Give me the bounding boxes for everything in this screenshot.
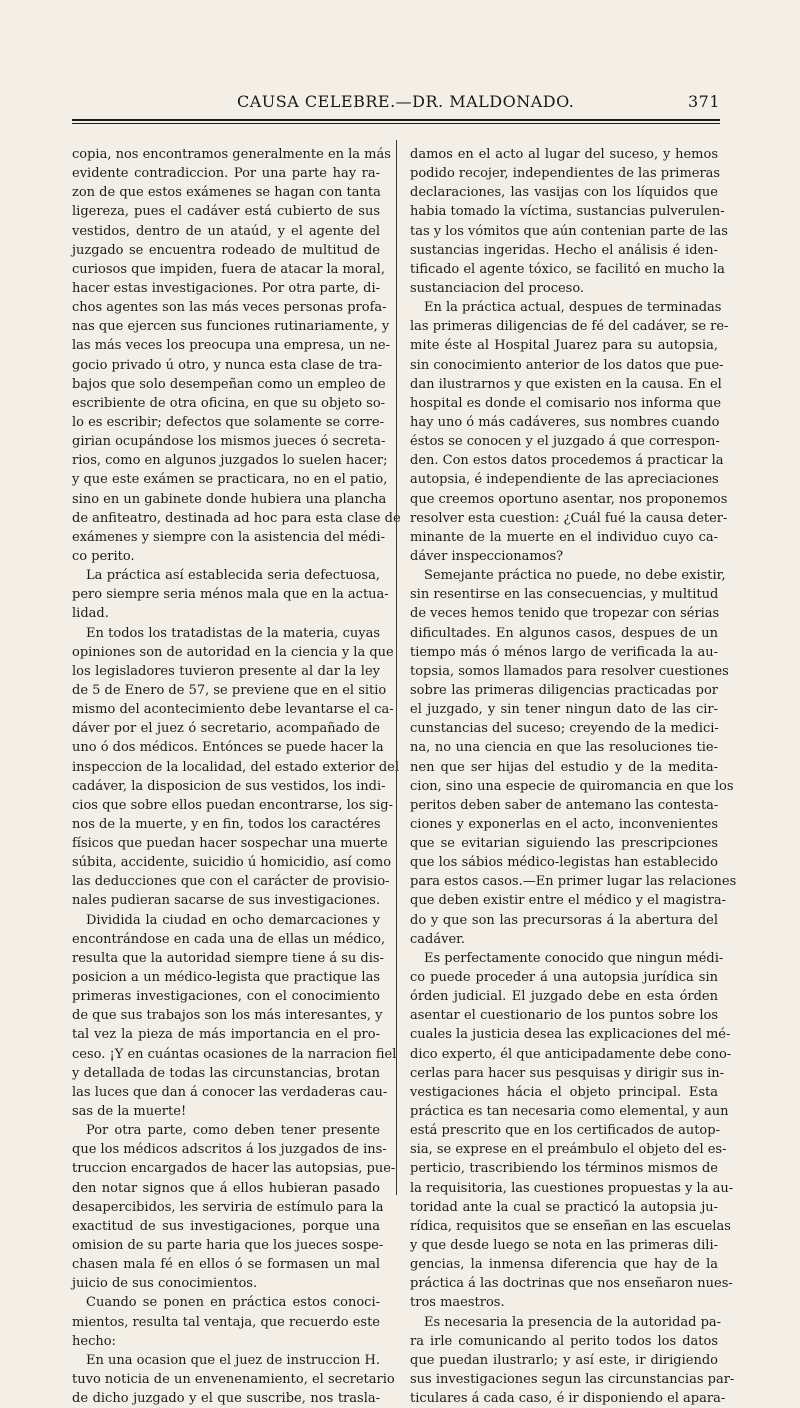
text-line: Cuando se ponen en práctica estos conoci- [86,1295,380,1311]
text-line: sobre las primeras diligencias practicadas por [410,682,718,698]
text-line: cerlas para hacer sus pesquisas y dirigir sus in- [410,1065,725,1081]
text-line: juzgado se encuentra rodeado de multitud de [72,242,380,258]
text-line: evidente contradiccion. Por una parte hay ra- [72,166,380,182]
text-line: Por otra parte, como deben tener presente [86,1123,380,1139]
text-line: pero siempre seria ménos mala que en la actua- [72,587,389,603]
text-line: que creemos oportuno asentar, nos proponemos [410,491,728,507]
text-line: que los médicos adscritos á los juzgados de ins- [72,1142,387,1158]
text-line: dico experto, él que anticipadamente debe cono- [410,1046,732,1062]
text-line: está prescrito que en los certificados de autop- [410,1123,720,1139]
text-line: para estos casos.—En primer lugar las relaciones [410,874,737,890]
text-line: y que desde luego se nota en las primeras dili- [410,1238,718,1254]
text-line: La práctica así establecida seria defectuosa, [86,568,380,584]
text-line: dan ilustrarnos y que existen en la causa. En el [410,376,722,392]
running-title: CAUSA CELEBRE.—DR. MALDONADO. [237,92,575,111]
text-line: escribiente de otra oficina, en que su objeto so- [72,395,386,411]
text-line: tros maestros. [410,1295,505,1311]
text-line: súbita, accidente, suicidio ú homicidio, así como [72,855,392,871]
text-line: nales pudieran sacarse de sus investigaciones. [72,893,381,909]
text-line: chos agentes son las más veces personas profa- [72,300,387,316]
text-line: ticulares á cada caso, é ir disponiendo el apara- [410,1391,726,1407]
left-column [72,145,401,1407]
text-line: sin resentirse en las consecuencias, y multitud [410,587,719,603]
header-rule-thin [72,123,720,124]
text-line: exactitud de sus investigaciones, porque una [72,1218,380,1234]
text-line: nos de la muerte, y en fin, todos los caractéres [72,816,381,832]
text-line: las primeras diligencias de fé del cadáver, se re- [410,319,729,335]
page-header [72,90,720,116]
text-line: curiosos que impiden, fuera de atacar la moral, [72,261,385,277]
text-line: nas que ejercen sus funciones rutinariamente, y [72,319,390,335]
text-line: práctica á las doctrinas que nos enseñaron nues- [410,1276,733,1292]
text-line: asentar el cuestionario de los puntos sobre los [410,1008,718,1024]
text-line: habia tomado la víctima, sustancias pulverulen- [410,204,725,220]
text-line: do y que son las precursoras á la abertura del [410,912,718,928]
text-line: peritos deben saber de antemano las contesta- [410,797,719,813]
text-line: el juzgado, y sin tener ningun dato de las cir- [410,702,718,718]
text-line: En todos los tratadistas de la materia, cuyas [86,625,380,641]
text-line: los legisladores tuvieron presente al dar la ley [72,663,380,679]
text-line: cadáver. [410,931,466,947]
text-line: cadáver, la disposicion de sus vestidos, los indi- [72,778,386,794]
text-line: de veces hemos tenido que tropezar con sérias [410,606,720,622]
text-line: la requisitoria, las cuestiones propuestas y la au- [410,1180,734,1196]
text-line: sia, se exprese en el preámbulo el objeto del es- [410,1142,727,1158]
text-line: y que este exámen se practicara, no en el patio, [72,472,388,488]
text-line: cios que sobre ellos puedan encontrarse, los sig- [72,797,393,813]
text-line: sin conocimiento anterior de los datos que pue- [410,357,724,373]
text-line: vestidos, dentro de un ataúd, y el agente del [72,223,380,239]
text-line: autopsia, é independiente de las apreciaciones [410,472,719,488]
text-line: juicio de sus conocimientos. [72,1276,258,1292]
text-line: minante de la muerte en el individuo cuyo ca- [410,529,718,545]
text-line: las deducciones que con el carácter de provisio- [72,874,390,890]
header-rule [72,119,720,121]
text-line: que los sábios médico-legistas han establecido [410,855,718,871]
text-line: declaraciones, las vasijas con los líquidos que [410,185,718,201]
text-line: encontrándose en cada una de ellas un médico, [72,931,386,947]
text-line: exámenes y siempre con la asistencia del médi- [72,529,386,545]
text-line: ra irle comunicando al perito todos los datos [410,1333,718,1349]
text-line: tuvo noticia de un envenenamiento, el secretario [72,1372,395,1387]
right-column [410,145,737,1407]
text-line: ligereza, pues el cadáver está cubierto de sus [72,204,380,220]
text-line: toridad ante la cual se practicó la autopsia ju- [410,1199,718,1215]
text-line: ceso. ¡Y en cuántas ocasiones de la narracion fiel [72,1046,397,1062]
text-line: mientos, resulta tal ventaja, que recuerdo este [72,1314,381,1330]
text-line: Semejante práctica no puede, no debe existir, [424,568,726,584]
text-line: mite éste al Hospital Juarez para su autopsia, [410,338,718,354]
text-line: copia, nos encontramos generalmente en la más [72,147,391,162]
text-line: cunstancias del suceso; creyendo de la medici- [410,721,719,737]
text-line: Dividida la ciudad en ocho demarcaciones y [86,912,380,928]
text-line: hacer estas investigaciones. Por otra parte, di- [72,280,380,296]
text-line: En la práctica actual, despues de terminadas [424,300,722,316]
text-line: y detallada de todas las circunstancias, brotan [72,1065,380,1081]
text-line: topsia, somos llamados para resolver cuestiones [410,663,729,679]
text-line: que puedan ilustrarlo; y así este, ir dirigiendo [410,1352,718,1368]
text-line: hecho: [72,1333,116,1349]
text-line: co puede proceder á una autopsia jurídica sin [410,970,718,986]
text-line: sus investigaciones segun las circunstancias par- [410,1372,735,1387]
text-line: tal vez la pieza de más importancia en el pro- [72,1027,380,1043]
text-line: sustancias ingeridas. Hecho el análisis é iden- [410,242,718,258]
text-line: las luces que dan á conocer las verdaderas cau- [72,1084,388,1100]
text-line: opiniones son de autoridad en la ciencia y la que [72,644,394,660]
text-line: zon de que estos exámenes se hagan con tanta [72,185,381,201]
text-line: den. Con estos datos procedemos á practicar la [410,453,724,469]
text-line: de que sus trabajos son los más interesantes, y [72,1008,383,1024]
text-line: dificultades. En algunos casos, despues de un [410,625,718,641]
text-line: órden judicial. El juzgado debe en esta órden [410,989,718,1005]
text-line: na, no una ciencia en que las resoluciones tie- [410,740,718,756]
text-line: físicos que puedan hacer sospechar una muerte [72,836,388,852]
text-line: Es perfectamente conocido que ningun médi- [424,950,724,966]
text-line: nen que ser hijas del estudio y de la medita- [410,759,718,775]
text-line: sustanciacion del proceso. [410,280,585,296]
text-line: primeras investigaciones, con el conocimiento [72,989,380,1005]
text-line: dáver por el juez ó secretario, acompañado de [72,721,380,737]
text-line: tas y los vómitos que aún contenian parte de las [410,223,728,239]
text-line: podido recojer, independientes de las primeras [410,166,721,182]
text-line: bajos que solo desempeñan como un empleo de [72,376,386,392]
text-line: perticio, trascribiendo los términos mismos de [410,1161,718,1177]
text-line: Es necesaria la presencia de la autoridad pa- [424,1314,722,1330]
text-line: de dicho juzgado y el que suscribe, nos trasla- [72,1391,380,1407]
text-line: mismo del acontecimiento debe levantarse el ca- [72,702,394,718]
text-line: tiempo más ó ménos largo de verificada la au- [410,644,718,660]
page-number: 371 [687,92,720,111]
text-line: co perito. [72,548,135,564]
text-line: resolver esta cuestion: ¿Cuál fué la causa deter- [410,510,728,526]
text-line: hospital es donde el comisario nos informa que [410,395,722,411]
text-line: práctica es tan necesaria como elemental, y aun [410,1104,729,1120]
text-line: truccion encargados de hacer las autopsias, pue- [72,1161,396,1177]
text-line: de 5 de Enero de 57, se previene que en el sitio [72,682,387,698]
text-line: desapercibidos, les serviria de estímulo para la [72,1199,384,1215]
text-line: En una ocasion que el juez de instruccion H. [86,1352,380,1368]
text-line: omision de su parte haria que los jueces sospe- [72,1238,384,1254]
text-line: den notar signos que á ellos hubieran pasado [72,1180,380,1196]
text-line: lidad. [72,606,109,622]
text-line: girian ocupándose los mismos jueces ó secreta- [72,434,386,450]
text-line: rios, como en algunos juzgados lo suelen hacer; [72,453,388,469]
text-line: vestigaciones hácia el objeto principal. Esta [410,1084,718,1100]
text-line: ciones y exponerlas en el acto, inconvenientes [410,816,718,832]
text-line: uno ó dos médicos. Entónces se puede hacer la [72,740,384,756]
text-line: de anfiteatro, destinada ad hoc para esta clase de [72,510,401,526]
text-line: las más veces los preocupa una empresa, un ne- [72,338,391,354]
text-line: rídica, requisitos que se enseñan en las escuelas [410,1218,731,1234]
text-line: cuales la justicia desea las explicaciones del mé- [410,1027,731,1043]
text-line: chasen mala fé en ellos ó se formasen un mal [72,1257,380,1273]
text-line: sas de la muerte! [72,1104,187,1120]
text-line: hay uno ó más cadáveres, sus nombres cuando [410,414,720,430]
text-line: éstos se conocen y el juzgado á que correspon- [410,434,720,450]
text-line: cion, sino una especie de quiromancia en que los [410,778,734,794]
column-divider [396,140,397,1195]
text-line: posicion a un médico-legista que practique las [72,970,380,986]
text-line: que se evitarian siguiendo las prescripciones [410,836,718,852]
text-line: inspeccion de la localidad, del estado exterior del [72,759,400,775]
text-line: lo es escribir; defectos que solamente se corre- [72,414,384,430]
text-line: gencias, la inmensa diferencia que hay de la [410,1257,718,1273]
text-line: tificado el agente tóxico, se facilitó en mucho la [410,261,725,277]
text-line: resulta que la autoridad siempre tiene á su dis- [72,950,384,966]
text-line: gocio privado ú otro, y nunca esta clase de tra- [72,357,383,373]
text-line: dáver inspeccionamos? [410,548,564,564]
text-line: que deben existir entre el médico y el magistra- [410,893,726,909]
text-line: sino en un gabinete donde hubiera una plancha [72,491,387,507]
text-line: damos en el acto al lugar del suceso, y hemos [410,147,718,162]
